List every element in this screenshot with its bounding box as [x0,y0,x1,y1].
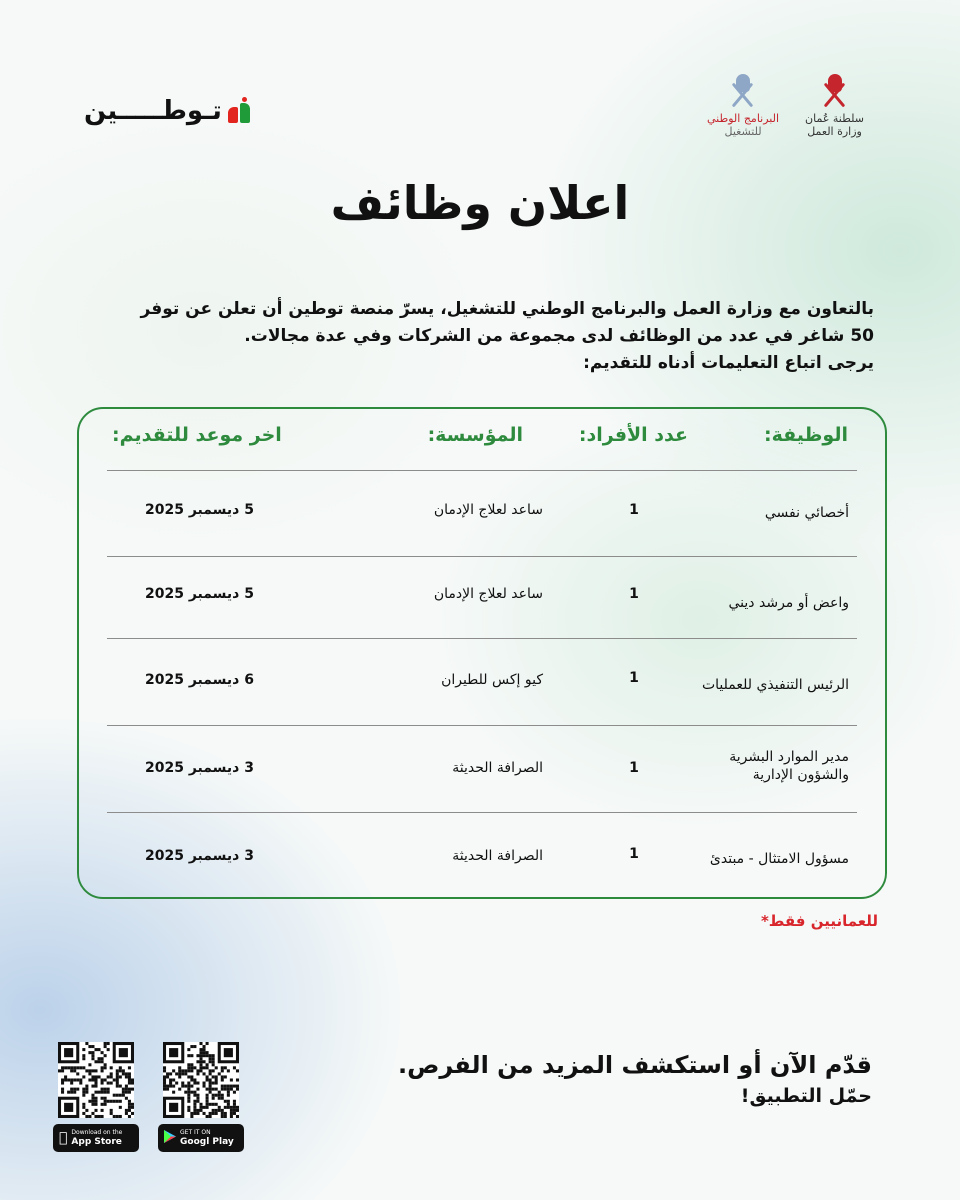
program-logo-line2: للتشغيل [724,125,762,138]
cta-line-1: قدّم الآن أو استكشف المزيد من الفرص. [397,1051,872,1079]
intro-line-1: بالتعاون مع وزارة العمل والبرنامج الوطني للتشغيل، يسرّ منصة توطين أن تعلن عن توفر [140,299,874,319]
header-job: الوظيفة: [763,424,848,446]
national-employment-program-logo [707,74,779,138]
row-2-deadline: 5 ديسمبر 2025 [145,586,254,602]
row-1-deadline: 5 ديسمبر 2025 [145,502,254,518]
page-title: اعلان وظائف [330,176,630,230]
row-1-count: 1 [629,502,639,518]
table-divider [107,470,857,471]
row-3-count: 1 [629,670,639,686]
row-4-deadline: 3 ديسمبر 2025 [145,760,254,776]
table-divider [107,638,857,639]
google-play-badge[interactable] [158,1124,244,1152]
table-divider [107,725,857,726]
google-play-qr-code-icon[interactable] [163,1042,239,1118]
row-1-org: ساعد لعلاج الإدمان [433,502,543,518]
row-2-job: واعض أو مرشد ديني [728,595,849,611]
app-store-badge-small: Download on the [63,1129,114,1136]
ministry-logo-line1: سلطنة عُمان [805,112,864,125]
intro-line-2: 50 شاغر في عدد من الوظائف لدى مجموعة من الشركات وفي عدة مجالات. [244,326,874,346]
row-4-job: مدير الموارد البشرية والشؤون الإدارية [729,749,849,783]
table-divider [107,556,857,557]
row-3-org: كيو إكس للطيران [441,672,543,688]
tawteen-logo [84,96,250,126]
row-3-job: الرئيس التنفيذي للعمليات [701,677,849,693]
cta-line-2: حمّل التطبيق! [740,1085,872,1107]
google-play-icon [164,1130,176,1146]
google-play-badge-small: GET IT ON [180,1129,211,1136]
app-store-badge[interactable] [53,1124,139,1152]
table-divider [107,812,857,813]
row-1-job: أخصائي نفسي [764,505,849,521]
row-5-job: مسؤول الامتثال - مبتدئ [709,851,849,867]
row-4-count: 1 [629,760,639,776]
tawteen-mark-icon [228,97,250,125]
tawteen-wordmark: تـوطـــــين [84,96,222,126]
intro-line-3: يرجى اتباع التعليمات أدناه للتقديم: [583,353,874,373]
app-store-badge-big: App Store [63,1137,114,1147]
row-3-deadline: 6 ديسمبر 2025 [145,672,254,688]
row-5-deadline: 3 ديسمبر 2025 [145,848,254,864]
oman-emblem-icon [818,74,852,112]
omanis-only-note: للعمانيين فقط* [760,912,878,930]
ministry-logo-line2: وزارة العمل [807,125,862,138]
ministry-of-labour-logo [805,74,864,138]
intro-text [74,296,874,377]
row-5-org: الصرافة الحديثة [452,848,543,864]
row-2-count: 1 [629,586,639,602]
call-to-action [398,1048,872,1110]
row-5-count: 1 [629,846,639,862]
app-store-qr-code-icon[interactable] [58,1042,134,1118]
header-deadline: اخر موعد للتقديم: [112,424,282,446]
google-play-badge-big: Googl Play [180,1137,234,1147]
jobs-table [77,407,887,899]
apple-icon [59,1131,67,1145]
header-org: المؤسسة: [427,424,523,446]
row-2-org: ساعد لعلاج الإدمان [433,586,543,602]
header-count: عدد الأفراد: [578,424,688,446]
program-logo-line1: البرنامج الوطني [707,112,780,125]
google-play-download[interactable] [158,1042,244,1152]
row-4-org: الصرافة الحديثة [452,760,543,776]
government-logos [707,74,864,138]
app-store-download[interactable] [53,1042,139,1152]
program-emblem-icon [726,74,760,112]
